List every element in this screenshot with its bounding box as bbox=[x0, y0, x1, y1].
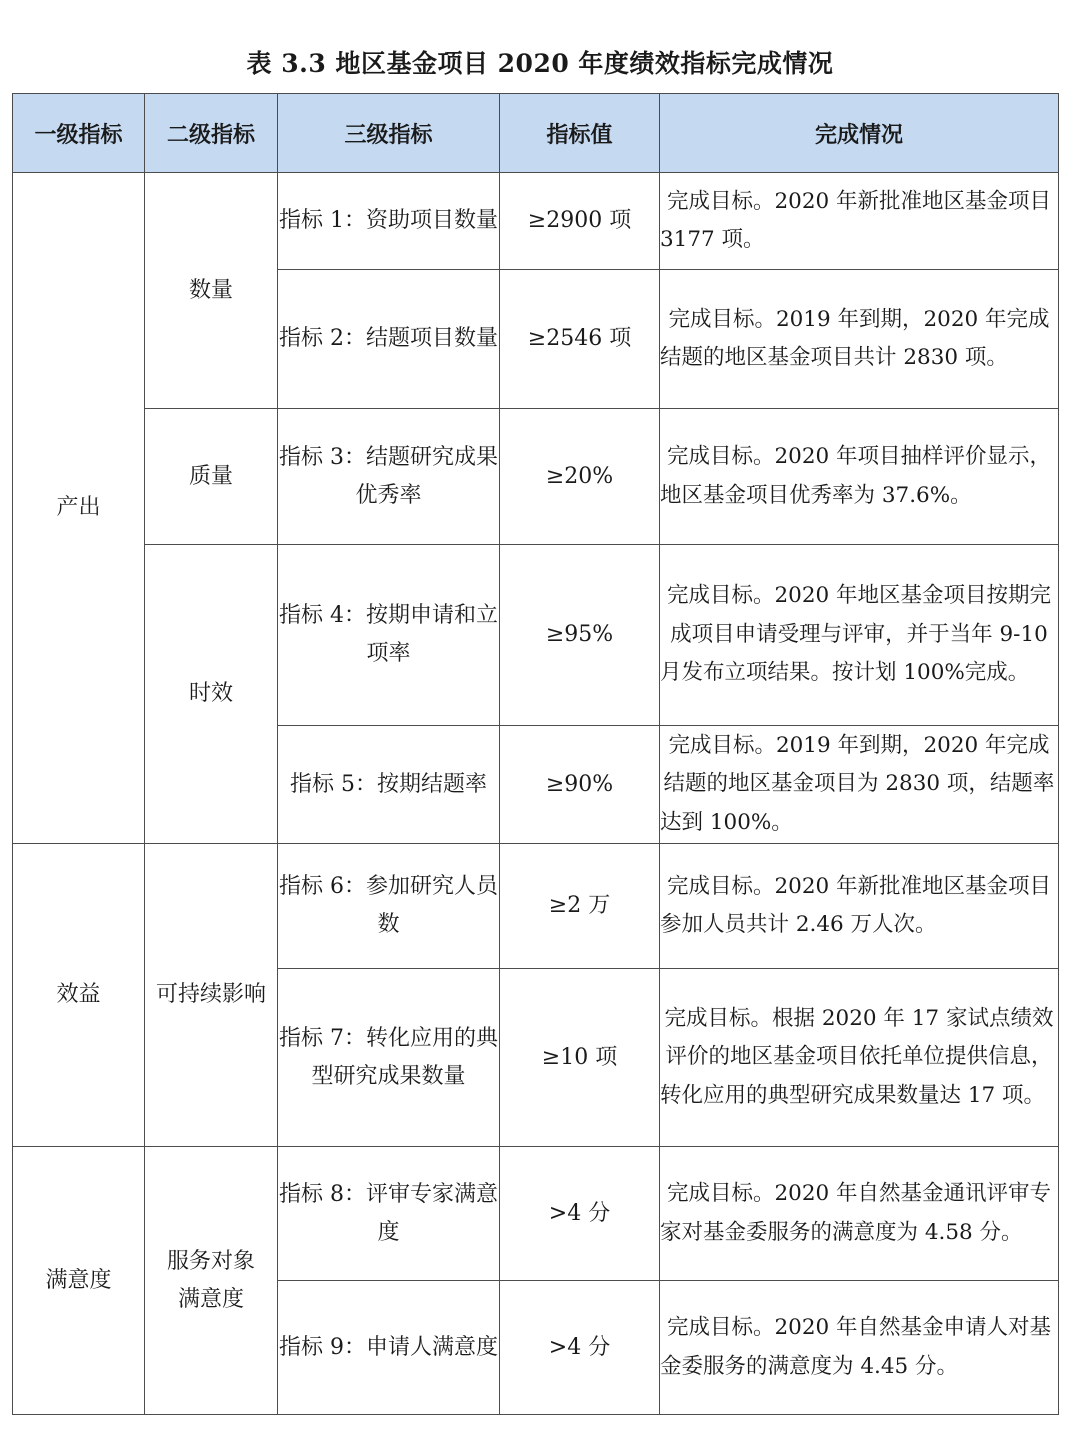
status-cell: 完成目标。2020 年地区基金项目按期完成项目申请受理与评审，并于当年 9-10 月发布立项结果。按计划 100%完成。 bbox=[660, 545, 1059, 726]
indicator-cell: 指标 6：参加研究人员数 bbox=[278, 844, 500, 969]
value-cell: ≥90% bbox=[500, 726, 660, 844]
header-level3: 三级指标 bbox=[278, 94, 500, 173]
level2-service: 服务对象满意度 bbox=[145, 1147, 278, 1415]
indicator-cell: 指标 5：按期结题率 bbox=[278, 726, 500, 844]
header-status: 完成情况 bbox=[660, 94, 1059, 173]
value-cell: ≥95% bbox=[500, 545, 660, 726]
status-cell: 完成目标。2020 年自然基金通讯评审专家对基金委服务的满意度为 4.58 分。 bbox=[660, 1147, 1059, 1281]
status-cell: 完成目标。2020 年新批准地区基金项目 3177 项。 bbox=[660, 173, 1059, 270]
status-cell: 完成目标。2020 年新批准地区基金项目参加人员共计 2.46 万人次。 bbox=[660, 844, 1059, 969]
table-row bbox=[13, 1147, 1059, 1281]
table-row bbox=[13, 409, 1059, 545]
status-cell: 完成目标。2020 年自然基金申请人对基金委服务的满意度为 4.45 分。 bbox=[660, 1281, 1059, 1415]
header-value: 指标值 bbox=[500, 94, 660, 173]
table-title: 表 3.3 地区基金项目 2020 年度绩效指标完成情况 bbox=[246, 49, 834, 78]
indicator-cell: 指标 1：资助项目数量 bbox=[278, 173, 500, 270]
status-cell: 完成目标。2019 年到期，2020 年完成结题的地区基金项目为 2830 项，结题率达到 100%。 bbox=[660, 726, 1059, 844]
level1-satisfaction: 满意度 bbox=[13, 1147, 145, 1415]
indicator-cell: 指标 7：转化应用的典型研究成果数量 bbox=[278, 969, 500, 1147]
level2-sustainable: 可持续影响 bbox=[145, 844, 278, 1147]
level2-quality: 质量 bbox=[145, 409, 278, 545]
header-level2: 二级指标 bbox=[145, 94, 278, 173]
level1-benefit: 效益 bbox=[13, 844, 145, 1147]
status-cell: 完成目标。2019 年到期，2020 年完成结题的地区基金项目共计 2830 项。 bbox=[660, 270, 1059, 409]
value-cell: ≥2 万 bbox=[500, 844, 660, 969]
indicator-cell: 指标 3：结题研究成果优秀率 bbox=[278, 409, 500, 545]
level2-timeliness: 时效 bbox=[145, 545, 278, 844]
status-cell: 完成目标。2020 年项目抽样评价显示，地区基金项目优秀率为 37.6%。 bbox=[660, 409, 1059, 545]
indicator-cell: 指标 9：申请人满意度 bbox=[278, 1281, 500, 1415]
value-cell: ≥10 项 bbox=[500, 969, 660, 1147]
value-cell: >4 分 bbox=[500, 1281, 660, 1415]
performance-table bbox=[12, 93, 1059, 1415]
value-cell: ≥20% bbox=[500, 409, 660, 545]
value-cell: ≥2546 项 bbox=[500, 270, 660, 409]
value-cell: ≥2900 项 bbox=[500, 173, 660, 270]
table-row bbox=[13, 545, 1059, 726]
header-level1: 一级指标 bbox=[13, 94, 145, 173]
indicator-cell: 指标 2：结题项目数量 bbox=[278, 270, 500, 409]
value-cell: >4 分 bbox=[500, 1147, 660, 1281]
level2-quantity: 数量 bbox=[145, 173, 278, 409]
indicator-cell: 指标 4：按期申请和立项率 bbox=[278, 545, 500, 726]
header-row bbox=[13, 94, 1059, 173]
table-row bbox=[13, 173, 1059, 270]
table-row bbox=[13, 844, 1059, 969]
level1-output: 产出 bbox=[13, 173, 145, 844]
status-cell: 完成目标。根据 2020 年 17 家试点绩效评价的地区基金项目依托单位提供信息，转化应用的典型研究成果数量达 17 项。 bbox=[660, 969, 1059, 1147]
indicator-cell: 指标 8：评审专家满意度 bbox=[278, 1147, 500, 1281]
